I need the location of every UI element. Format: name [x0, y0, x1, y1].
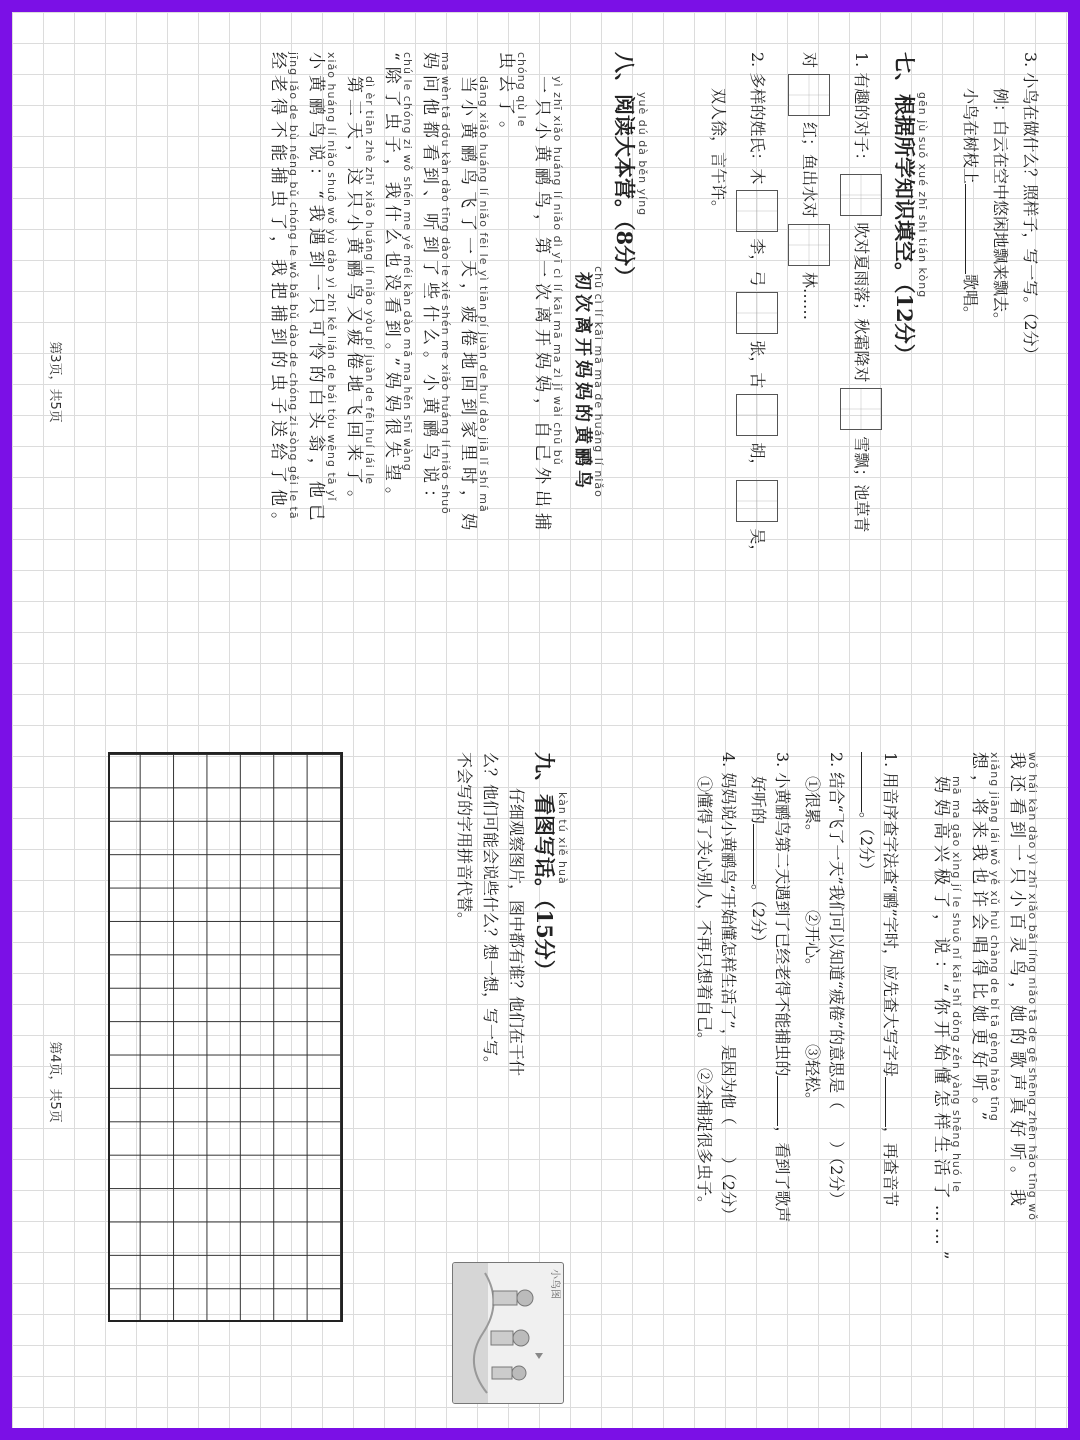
page-4-footer: 第4页，共5页 [47, 1041, 62, 1123]
cont3-pinyin: mā ma gāo xìng jí le shuō nǐ kāi shǐ dǒng zěn yàng shēng huó le [950, 776, 963, 1193]
sec7-q1-row2 [788, 52, 830, 712]
q3-example: 例：白云在空中悠闲地飘来飘去。 [991, 88, 1010, 329]
story-body [268, 52, 564, 712]
story-continuation [932, 752, 1038, 1412]
question-3 [962, 52, 1038, 712]
image-caption: 小鸟图 [549, 1269, 560, 1299]
rq3-c: 好听的 [749, 776, 768, 825]
sec9-line1: 仔细观察图片，图中都有谁？他们在干什 [507, 788, 526, 1077]
page-3-footer: 第3页，共5页 [47, 341, 62, 423]
cont1-pinyin: wǒ hái kàn dào yì zhī xiǎo bǎi líng niǎo tā de gē shēng zhēn hǎo tīng wǒ [1026, 752, 1039, 1221]
p6: 小黄鹂鸟说：“我遇到一只可怜的白头翁，他已 [306, 52, 326, 527]
sec9-line2: 么？他们可能会说些什么？想一想，写一写。 [481, 752, 500, 1073]
sec7-q1-seg1: 吹对夏雨落；秋霜降对 [852, 222, 871, 383]
rq4-options [696, 776, 712, 1412]
rq3-cont [750, 776, 766, 1412]
worksheet-frame [12, 12, 1068, 1428]
rq3-blank-2[interactable] [753, 824, 754, 884]
sec8-pinyin: yuè dú dà běn yíng [636, 92, 649, 217]
rq3-a: 3. 小黄鹂鸟第二天遇到了已经老得不能捕虫的 [773, 752, 792, 1077]
p5: 第二天，这只小黄鹂鸟又疲倦地飞回来了。 [344, 76, 364, 513]
p4: “除了虫子，我什么也没看到。”妈妈很失望。 [382, 52, 402, 510]
p1b-pinyin: chóng qù le [515, 52, 528, 128]
answer-box[interactable] [736, 292, 778, 334]
sec7-q1-seg4: 林…… [800, 272, 819, 321]
sec7-q2-seg4: 吴， [748, 528, 767, 561]
page-4 [48, 752, 1038, 1412]
rq1-blank-2[interactable] [861, 752, 862, 812]
rq3 [774, 752, 790, 1412]
sec7-q1-seg3: 红；鱼出水对 [800, 122, 819, 219]
section-7 [710, 52, 928, 712]
p2: 当小黄鹂鸟飞了一天，疲倦地回到家里时，妈 [458, 76, 478, 536]
rq3-b: ，看到了歌声 [773, 1126, 792, 1223]
cont2-pinyin: xiǎng jiāng lái wǒ yě xǔ huì chàng de bǐ tā gèng hǎo tīng [988, 752, 1001, 1122]
sec7-pinyin: gēn jù suǒ xué zhī shi tián kòng [916, 92, 929, 299]
p2-pinyin: dāng xiǎo huáng lí niǎo fēi le yì tiān pí juàn de huí dào jiā lǐ shí mā [477, 76, 490, 513]
rq1-cont [858, 752, 874, 1412]
rq1-blank-1[interactable] [885, 1077, 886, 1127]
rq3-blank-1[interactable] [777, 1076, 778, 1126]
rq1-a: 1. 用音序查字法查“鹂”字时，应先查大写字母 [881, 752, 900, 1077]
q3-stem: 3. 小鸟在做什么？照样子，写一写。（2分） [1021, 52, 1040, 363]
p7-pinyin: jīng lǎo de bù néng bǔ chóng le wǒ bǎ bǔ dào de chóng zi sòng gěi le tā [287, 52, 300, 520]
sec7-q2-end: 双人徐，言午许。 [709, 88, 728, 217]
sec7-q1-seg3-prefix: 对 [800, 52, 819, 69]
p6-pinyin: xiǎo huáng lí niǎo shuō wǒ yù dào yì zhī kě lián de bái tóu wēng tā yǐ [325, 52, 338, 502]
answer-box[interactable] [736, 190, 778, 232]
q3-prompt-start: 小鸟在树枝上 [961, 88, 980, 185]
cont1: 我还看到一只小百灵鸟，她的歌声真好听。我 [1007, 752, 1027, 1212]
rq4: 4. 妈妈说小黄鹂鸟“开始懂怎样生活了”，是因为他（ ）（2分） [719, 752, 738, 1223]
q3-prompt-end: 歌唱。 [961, 274, 980, 323]
sec7-q2-seg2: 张，古 [748, 340, 767, 389]
answer-box[interactable] [788, 224, 830, 266]
story-title-pinyin: chū cì lí kāi mā ma de huáng lí niǎo [592, 266, 605, 498]
sec7-q2-label: 2. 多样的姓氏：木 [748, 52, 767, 185]
p3-pinyin: ma wèn tā dōu kàn dào tīng dào le xiē shén me xiǎo huáng lí niǎo shuō [439, 52, 452, 515]
p7: 经老得不能捕虫了，我把捕到的虫子送给了他。 [268, 52, 288, 535]
rq1-c: 。（2分） [857, 812, 876, 879]
sec7-q2-seg3: 胡， [748, 442, 767, 475]
rq4-opt1[interactable]: ①懂得了关心别人，不再只想着自己。 [695, 776, 714, 1049]
rq3-d: 。（2分） [749, 884, 768, 951]
rotated-scan [12, 12, 1068, 1428]
answer-box[interactable] [840, 388, 882, 430]
p1: 一只小黄鹂鸟，第一次离开妈妈，自己外出捕 [532, 76, 552, 536]
sec8-title: 八、阅读大本营。（8分） [612, 52, 637, 288]
p3: 妈问他都看到、听到了些什么。小黄鹂鸟说： [420, 52, 440, 512]
rq2-opt2[interactable]: ②开心。 [803, 910, 822, 975]
writing-grid[interactable] [108, 752, 343, 1322]
q3-prompt [962, 88, 978, 712]
rq1 [882, 752, 898, 1412]
cont2: 想，将来我也许会唱得比她更好听。” [969, 752, 989, 1127]
rq2-opt3[interactable]: ③轻松。 [803, 1044, 822, 1109]
q3-answer-line[interactable] [965, 184, 966, 274]
answer-box[interactable] [736, 394, 778, 436]
cont3: 妈妈高兴极了，说：“你开始懂怎样生活了……” [931, 776, 951, 1266]
p4-pinyin: chú le chóng zi wǒ shén me yě méi kàn dào mā ma hěn shī wàng [401, 52, 414, 472]
sec7-q2-row [736, 52, 778, 712]
sec7-q1-seg2: 雪飘；池草青 [852, 436, 871, 533]
sec7-q2-seg1: 李，弓 [748, 238, 767, 287]
sec9-title: 九、看图写话。（15分） [532, 752, 557, 981]
children-illustration [453, 1263, 563, 1403]
rq1-b: ，再查音节 [881, 1126, 900, 1207]
rq4-opt2[interactable]: ②会捕捉很多虫子。 [695, 1068, 714, 1213]
sec9-line3: 不会写的字用拼音代替。 [455, 752, 474, 929]
story-title: 初次离开妈妈的黄鹂鸟 [572, 272, 593, 492]
p5-pinyin: dì èr tiān zhè zhī xiǎo huáng lí niǎo yòu pí juàn de fēi huí lái le [363, 76, 376, 486]
answer-box[interactable] [840, 174, 882, 216]
rq2: 2. 结合“飞了一天”我们可以知道“疲倦”的意思是（ ）（2分） [827, 752, 846, 1208]
sec7-q1-row1 [840, 52, 882, 712]
page-3 [48, 52, 1038, 712]
rq2-opt1[interactable]: ①很累。 [803, 776, 822, 841]
p1b: 虫去了。 [496, 52, 516, 144]
reading-questions [696, 752, 898, 1412]
answer-box[interactable] [736, 480, 778, 522]
rq2-options [804, 776, 820, 1412]
sec9-pinyin: kàn tú xiě huà [556, 792, 569, 885]
sec7-q1-label: 1. 有趣的对子： [852, 52, 871, 169]
section-9 [456, 752, 568, 1412]
picture-writing-image [452, 1262, 564, 1404]
p1-pinyin: yì zhī xiǎo huáng lí niǎo dì yī cì lí kāi mā ma zì jǐ wài chū bǔ [551, 76, 564, 466]
answer-box[interactable] [788, 74, 830, 116]
section-8 [269, 52, 648, 712]
sec7-title: 七、根据所学知识填空。（12分） [892, 52, 917, 365]
